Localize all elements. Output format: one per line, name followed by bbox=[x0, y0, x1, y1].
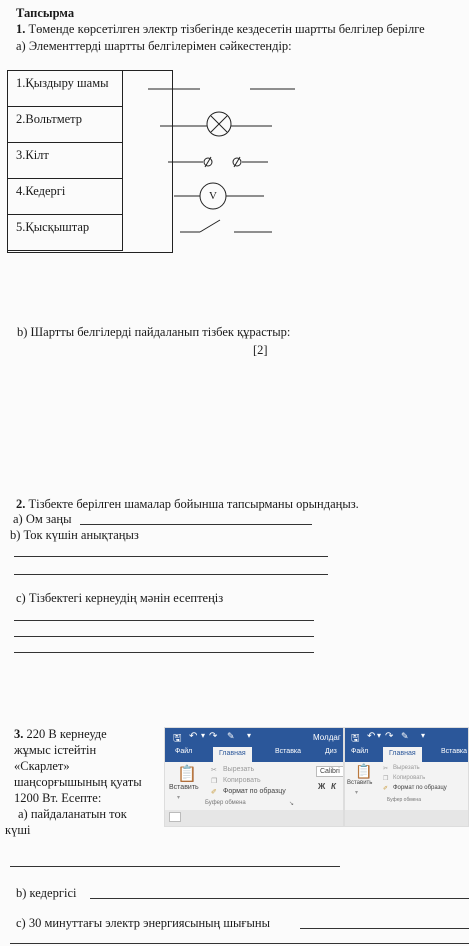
save-icon[interactable]: 🖫 bbox=[173, 733, 182, 744]
tab-file[interactable]: Файл bbox=[351, 748, 369, 755]
touch-mode-icon[interactable]: ✎ bbox=[401, 731, 409, 741]
q3b-text: b) кедергісі bbox=[16, 886, 77, 900]
answer-line bbox=[14, 620, 314, 621]
cut-button[interactable]: Вырезать bbox=[393, 765, 420, 771]
ruler-tab-selector[interactable] bbox=[169, 812, 181, 822]
answer-line bbox=[14, 652, 314, 653]
answer-line bbox=[300, 928, 469, 929]
word-tabs bbox=[345, 746, 468, 762]
tab-insert[interactable]: Вставка bbox=[441, 748, 468, 755]
customize-toolbar-icon[interactable]: ▾ bbox=[247, 731, 252, 740]
undo-icon[interactable]: ↶ bbox=[189, 731, 198, 742]
q3-number: 3. bbox=[14, 727, 24, 741]
voltmeter-letter: V bbox=[209, 190, 217, 202]
table-cell: 3.Кілт bbox=[8, 143, 123, 179]
format-painter-icon[interactable]: ✐ bbox=[211, 789, 217, 796]
q3a-text: а) пайдаланатын ток bbox=[18, 807, 127, 821]
paste-dropdown-icon[interactable]: ▾ bbox=[177, 795, 181, 801]
copy-icon[interactable]: ❐ bbox=[383, 776, 389, 782]
q2a-text: а) Ом заңы bbox=[13, 512, 72, 526]
tab-file[interactable]: Файл bbox=[175, 748, 193, 755]
table-cell: 5.Қысқыштар bbox=[8, 215, 123, 251]
word-titlebar bbox=[345, 728, 468, 746]
word-ribbon bbox=[345, 762, 468, 811]
q2-text bbox=[16, 497, 359, 512]
table-cell: 1.Қыздыру шамы bbox=[8, 71, 123, 107]
q3-line-3: «Скарлет» bbox=[14, 759, 70, 773]
copy-button[interactable]: Копировать bbox=[223, 777, 261, 784]
switch-symbol bbox=[200, 220, 220, 232]
redo-icon[interactable]: ↷ bbox=[209, 731, 218, 742]
q1b-score: [2] bbox=[253, 343, 268, 357]
answer-line bbox=[10, 866, 340, 867]
q2c-text: c) Тізбектегі кернеудің мәнін есептеңіз bbox=[16, 591, 224, 605]
q1b-text: b) Шартты белгілерді пайдаланып тізбек құрастыр: bbox=[17, 325, 291, 339]
tab-home[interactable]: Главная bbox=[213, 747, 252, 762]
answer-line bbox=[14, 556, 328, 557]
dropdown-icon[interactable]: ▾ bbox=[377, 731, 382, 740]
font-name-field[interactable]: Calibri bbox=[316, 766, 344, 777]
lamp-symbol bbox=[207, 112, 231, 136]
format-painter-icon[interactable]: ✐ bbox=[383, 786, 389, 792]
q2b-text: b) Ток күшін анықтаңыз bbox=[10, 528, 139, 542]
q3-line-4: шаңсорғышының қуаты bbox=[14, 775, 142, 789]
answer-line bbox=[80, 524, 312, 525]
task-heading: Тапсырма bbox=[16, 6, 75, 20]
format-painter-button[interactable]: Формат по образцу bbox=[393, 785, 447, 791]
document-title: Молдаг bbox=[313, 733, 341, 742]
q1-number: 1. bbox=[16, 22, 26, 36]
tab-home[interactable]: Главная bbox=[383, 747, 422, 762]
bold-button[interactable]: Ж bbox=[318, 782, 326, 791]
customize-toolbar-icon[interactable]: ▾ bbox=[421, 731, 426, 740]
q3-line-1-text: 220 В кернеуде bbox=[26, 727, 107, 741]
word-screenshot-right bbox=[344, 727, 469, 827]
tab-insert[interactable]: Вставка bbox=[275, 748, 302, 755]
answer-line bbox=[90, 898, 469, 899]
q1a-text: а) Элементтерді шартты белгілерімен сәйкестендір: bbox=[16, 39, 292, 53]
q3c-text: c) 30 минуттағы электр энергиясының шығыны bbox=[16, 916, 271, 930]
paste-icon[interactable]: 📋 bbox=[177, 766, 197, 783]
redo-icon[interactable]: ↷ bbox=[385, 731, 394, 742]
q3-line-1 bbox=[14, 727, 107, 742]
answer-line bbox=[14, 574, 328, 575]
cut-icon[interactable]: ✂ bbox=[211, 767, 217, 774]
answer-line bbox=[10, 943, 469, 944]
word-titlebar bbox=[165, 728, 343, 746]
answer-line bbox=[14, 636, 314, 637]
circuit-symbols bbox=[0, 60, 469, 260]
paste-button[interactable]: Вставить bbox=[169, 784, 199, 791]
clamp-symbol bbox=[204, 157, 241, 167]
clipboard-group-label: Буфер обмена bbox=[205, 800, 246, 806]
undo-icon[interactable]: ↶ bbox=[367, 731, 376, 742]
q2-number: 2. bbox=[16, 497, 26, 511]
q1-text bbox=[16, 22, 425, 37]
q3-line-5: 1200 Вт. Есепте: bbox=[14, 791, 102, 805]
clipboard-group-label: Буфер обмена bbox=[387, 797, 421, 803]
word-screenshot-left bbox=[164, 727, 344, 827]
word-tabs bbox=[165, 746, 343, 762]
paste-button[interactable]: Вставить bbox=[347, 780, 373, 786]
copy-button[interactable]: Копировать bbox=[393, 775, 426, 781]
touch-mode-icon[interactable]: ✎ bbox=[227, 731, 235, 741]
tab-design[interactable]: Диз bbox=[325, 748, 337, 755]
q1-statement: Төменде көрсетілген электр тізбегінде кездесетін шартты белгілер берілге bbox=[28, 22, 425, 36]
word-ribbon bbox=[165, 762, 343, 811]
save-icon[interactable]: 🖫 bbox=[351, 733, 360, 744]
table-cell: 2.Вольтметр bbox=[8, 107, 123, 143]
copy-icon[interactable]: ❐ bbox=[211, 778, 218, 785]
q3-line-2: жұмыс істейтін bbox=[14, 743, 97, 757]
cut-icon[interactable]: ✂ bbox=[383, 766, 389, 772]
italic-button[interactable]: К bbox=[331, 782, 336, 791]
table-cell: 4.Кедергі bbox=[8, 179, 123, 215]
document-area[interactable] bbox=[165, 810, 343, 826]
dialog-launcher-icon[interactable]: ↘ bbox=[289, 801, 295, 807]
cut-button[interactable]: Вырезать bbox=[223, 766, 255, 773]
q3a-text-cont: күші bbox=[5, 823, 31, 837]
paste-icon[interactable]: 📋 bbox=[355, 763, 373, 779]
document-area[interactable] bbox=[345, 810, 468, 826]
dropdown-icon[interactable]: ▾ bbox=[201, 731, 206, 740]
paste-dropdown-icon[interactable]: ▾ bbox=[355, 790, 359, 796]
q2-statement: Тізбекте берілген шамалар бойынша тапсырманы орындаңыз. bbox=[28, 497, 359, 511]
format-painter-button[interactable]: Формат по образцу bbox=[223, 788, 286, 795]
